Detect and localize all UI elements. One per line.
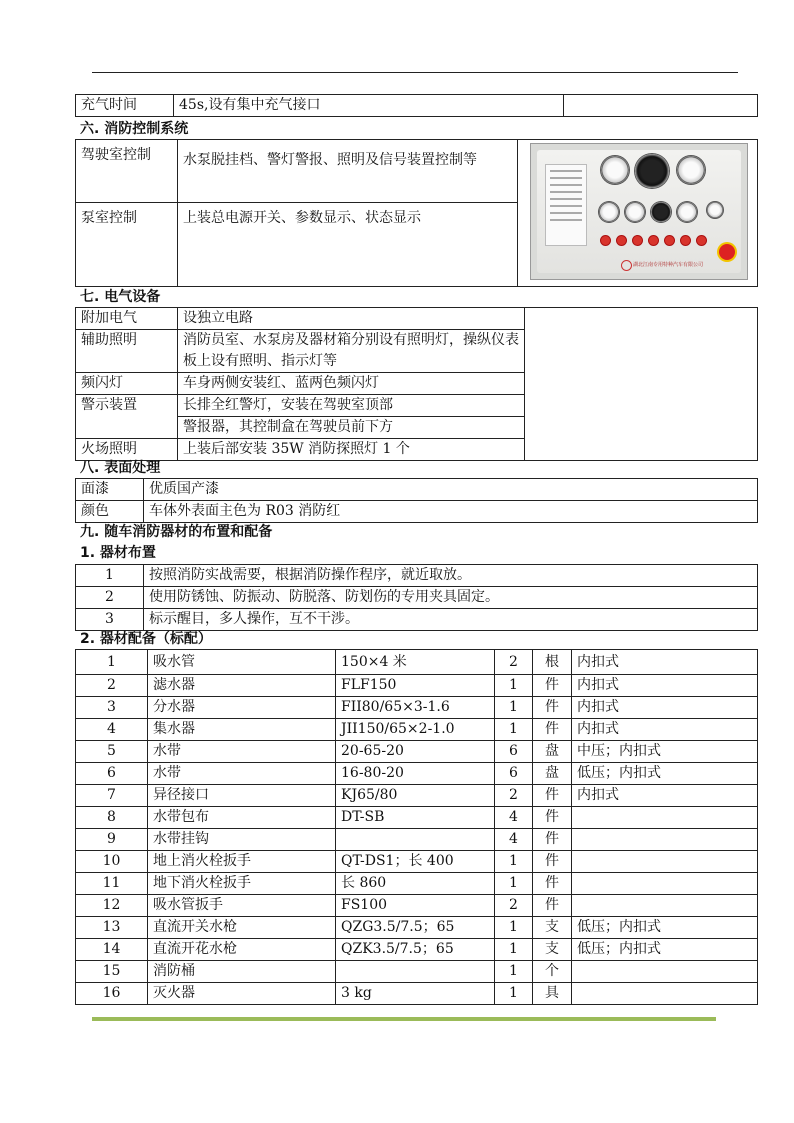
equip-unit: 件	[533, 873, 572, 895]
elec-empty	[525, 308, 758, 461]
equip-spec: FLF150	[336, 675, 495, 697]
gauge-icon	[625, 202, 645, 222]
equip-name: 水带	[148, 741, 336, 763]
equip-spec: 20-65-20	[336, 741, 495, 763]
equip-name: 吸水管扳手	[148, 895, 336, 917]
header-rule	[92, 72, 738, 73]
equip-name: 集水器	[148, 719, 336, 741]
equip-unit: 件	[533, 829, 572, 851]
surface-table	[75, 478, 758, 523]
equipment-table	[75, 649, 758, 1005]
equip-qty: 1	[495, 961, 533, 983]
emergency-stop-icon	[719, 244, 735, 260]
equip-name: 灭火器	[148, 983, 336, 1005]
sec9-sub2: 2. 器材配备（标配）	[80, 631, 212, 647]
equip-spec: FII80/65×3-1.6	[336, 697, 495, 719]
equip-no: 9	[76, 829, 148, 851]
sec6-title: 六. 消防控制系统	[80, 121, 189, 137]
charge-empty	[564, 95, 758, 117]
charge-label: 充气时间	[76, 95, 174, 117]
elec-label: 附加电气	[76, 308, 178, 330]
equip-qty: 4	[495, 829, 533, 851]
equip-note: 内扣式	[572, 719, 758, 741]
layout-no: 1	[76, 565, 144, 587]
sec9-title: 九. 随车消防器材的布置和配备	[80, 524, 273, 540]
equip-spec: JII150/65×2-1.0	[336, 719, 495, 741]
elec-value: 设独立电路	[178, 308, 525, 330]
equip-note: 内扣式	[572, 785, 758, 807]
equip-unit: 支	[533, 939, 572, 961]
electrical-table	[75, 307, 758, 461]
equip-unit: 件	[533, 719, 572, 741]
gauge-icon	[677, 202, 697, 222]
equip-name: 消防桶	[148, 961, 336, 983]
equip-no: 10	[76, 851, 148, 873]
gauge-icon	[601, 156, 629, 184]
red-button-icon	[617, 236, 626, 245]
equip-no: 4	[76, 719, 148, 741]
instruction-plate	[545, 164, 587, 246]
control-pump-value: 上装总电源开关、参数显示、状态显示	[178, 203, 518, 287]
equip-no: 13	[76, 917, 148, 939]
equip-no: 5	[76, 741, 148, 763]
elec-value: 长排全红警灯，安装在驾驶室顶部	[178, 395, 525, 417]
layout-text: 使用防锈蚀、防振动、防脱落、防划伤的专用夹具固定。	[144, 587, 758, 609]
elec-label: 频闪灯	[76, 373, 178, 395]
equip-unit: 件	[533, 785, 572, 807]
equip-spec: KJ65/80	[336, 785, 495, 807]
equip-spec: DT-SB	[336, 807, 495, 829]
equip-spec: 16-80-20	[336, 763, 495, 785]
equip-no: 11	[76, 873, 148, 895]
equip-qty: 1	[495, 719, 533, 741]
control-panel-photo	[530, 143, 748, 280]
gauge-icon	[707, 202, 723, 218]
equip-unit: 具	[533, 983, 572, 1005]
equip-note: 低压；内扣式	[572, 917, 758, 939]
red-button-icon	[681, 236, 690, 245]
layout-no: 2	[76, 587, 144, 609]
equip-qty: 1	[495, 675, 533, 697]
red-button-icon	[633, 236, 642, 245]
surface-value: 优质国产漆	[144, 479, 758, 501]
equip-unit: 盘	[533, 741, 572, 763]
equip-qty: 2	[495, 895, 533, 917]
elec-label: 火场照明	[76, 439, 178, 461]
equip-name: 水带包布	[148, 807, 336, 829]
red-button-icon	[665, 236, 674, 245]
equip-note	[572, 961, 758, 983]
equip-qty: 1	[495, 873, 533, 895]
equip-spec: 3 kg	[336, 983, 495, 1005]
equip-name: 水带	[148, 763, 336, 785]
equip-spec: 长 860	[336, 873, 495, 895]
red-button-icon	[649, 236, 658, 245]
equip-qty: 1	[495, 851, 533, 873]
layout-table	[75, 564, 758, 631]
layout-text: 按照消防实战需要，根据消防操作程序，就近取放。	[144, 565, 758, 587]
equip-qty: 1	[495, 697, 533, 719]
equip-no: 3	[76, 697, 148, 719]
equip-note: 内扣式	[572, 697, 758, 719]
equip-spec: FS100	[336, 895, 495, 917]
elec-value: 消防员室、水泵房及器材箱分别设有照明灯，操纵仪表板上设有照明、指示灯等	[178, 330, 525, 373]
equip-no: 14	[76, 939, 148, 961]
equip-unit: 件	[533, 895, 572, 917]
control-cab-label: 驾驶室控制	[76, 140, 178, 203]
footer-rule	[92, 1017, 716, 1021]
equip-note	[572, 895, 758, 917]
elec-label: 警示装置	[76, 395, 178, 439]
equip-qty: 2	[495, 650, 533, 675]
surface-label: 颜色	[76, 501, 144, 523]
control-pump-label: 泵室控制	[76, 203, 178, 287]
equip-qty: 1	[495, 917, 533, 939]
equip-name: 地下消火栓扳手	[148, 873, 336, 895]
equip-note: 低压；内扣式	[572, 939, 758, 961]
equip-qty: 2	[495, 785, 533, 807]
equip-unit: 件	[533, 807, 572, 829]
equip-qty: 6	[495, 763, 533, 785]
control-cab-value: 水泵脱挂档、警灯警报、照明及信号装置控制等	[178, 140, 518, 203]
surface-label: 面漆	[76, 479, 144, 501]
elec-value: 上装后部安装 35W 消防探照灯 1 个	[178, 439, 525, 461]
equip-spec: 150×4 米	[336, 650, 495, 675]
equip-no: 16	[76, 983, 148, 1005]
gauge-icon	[677, 156, 705, 184]
equip-note	[572, 807, 758, 829]
equip-name: 直流开花水枪	[148, 939, 336, 961]
equip-note: 内扣式	[572, 650, 758, 675]
equip-spec	[336, 961, 495, 983]
equip-no: 6	[76, 763, 148, 785]
equip-no: 1	[76, 650, 148, 675]
equip-spec	[336, 829, 495, 851]
equip-note: 中压；内扣式	[572, 741, 758, 763]
equip-unit: 根	[533, 650, 572, 675]
surface-value: 车体外表面主色为 R03 消防红	[144, 501, 758, 523]
sec7-title: 七. 电气设备	[80, 289, 161, 305]
sec9-sub1: 1. 器材布置	[80, 545, 156, 561]
equip-spec: QZK3.5/7.5；65	[336, 939, 495, 961]
equip-name: 水带挂钩	[148, 829, 336, 851]
equip-name: 异径接口	[148, 785, 336, 807]
equip-unit: 个	[533, 961, 572, 983]
equip-no: 2	[76, 675, 148, 697]
equip-spec: QZG3.5/7.5；65	[336, 917, 495, 939]
equip-spec: QT-DS1；长 400	[336, 851, 495, 873]
layout-no: 3	[76, 609, 144, 631]
charge-value: 45s,设有集中充气接口	[174, 95, 564, 117]
layout-text: 标示醒目，多人操作，互不干涉。	[144, 609, 758, 631]
elec-value: 警报器，其控制盒在驾驶员前下方	[178, 417, 525, 439]
red-button-icon	[601, 236, 610, 245]
equip-name: 吸水管	[148, 650, 336, 675]
equip-note	[572, 851, 758, 873]
equip-qty: 4	[495, 807, 533, 829]
gauge-icon	[599, 202, 619, 222]
equip-unit: 件	[533, 675, 572, 697]
equip-name: 滤水器	[148, 675, 336, 697]
sec8-title: 八. 表面处理	[80, 460, 161, 476]
charge-table	[75, 94, 758, 117]
equip-unit: 件	[533, 697, 572, 719]
equip-unit: 件	[533, 851, 572, 873]
equip-name: 直流开关水枪	[148, 917, 336, 939]
gauge-icon	[651, 202, 671, 222]
equip-no: 15	[76, 961, 148, 983]
panel-brand: 湖北江南专用特种汽车有限公司	[633, 262, 704, 268]
equip-note	[572, 983, 758, 1005]
equip-note	[572, 829, 758, 851]
equip-qty: 1	[495, 983, 533, 1005]
logo-icon	[621, 260, 632, 271]
equip-qty: 1	[495, 939, 533, 961]
equip-name: 分水器	[148, 697, 336, 719]
elec-label: 辅助照明	[76, 330, 178, 373]
red-button-icon	[697, 236, 706, 245]
equip-no: 8	[76, 807, 148, 829]
equip-qty: 6	[495, 741, 533, 763]
equip-note	[572, 873, 758, 895]
equip-unit: 支	[533, 917, 572, 939]
equip-no: 7	[76, 785, 148, 807]
equip-unit: 盘	[533, 763, 572, 785]
equip-no: 12	[76, 895, 148, 917]
elec-value: 车身两侧安装红、蓝两色频闪灯	[178, 373, 525, 395]
equip-note: 低压；内扣式	[572, 763, 758, 785]
equip-note: 内扣式	[572, 675, 758, 697]
equip-name: 地上消火栓扳手	[148, 851, 336, 873]
tachometer-icon	[635, 154, 669, 188]
